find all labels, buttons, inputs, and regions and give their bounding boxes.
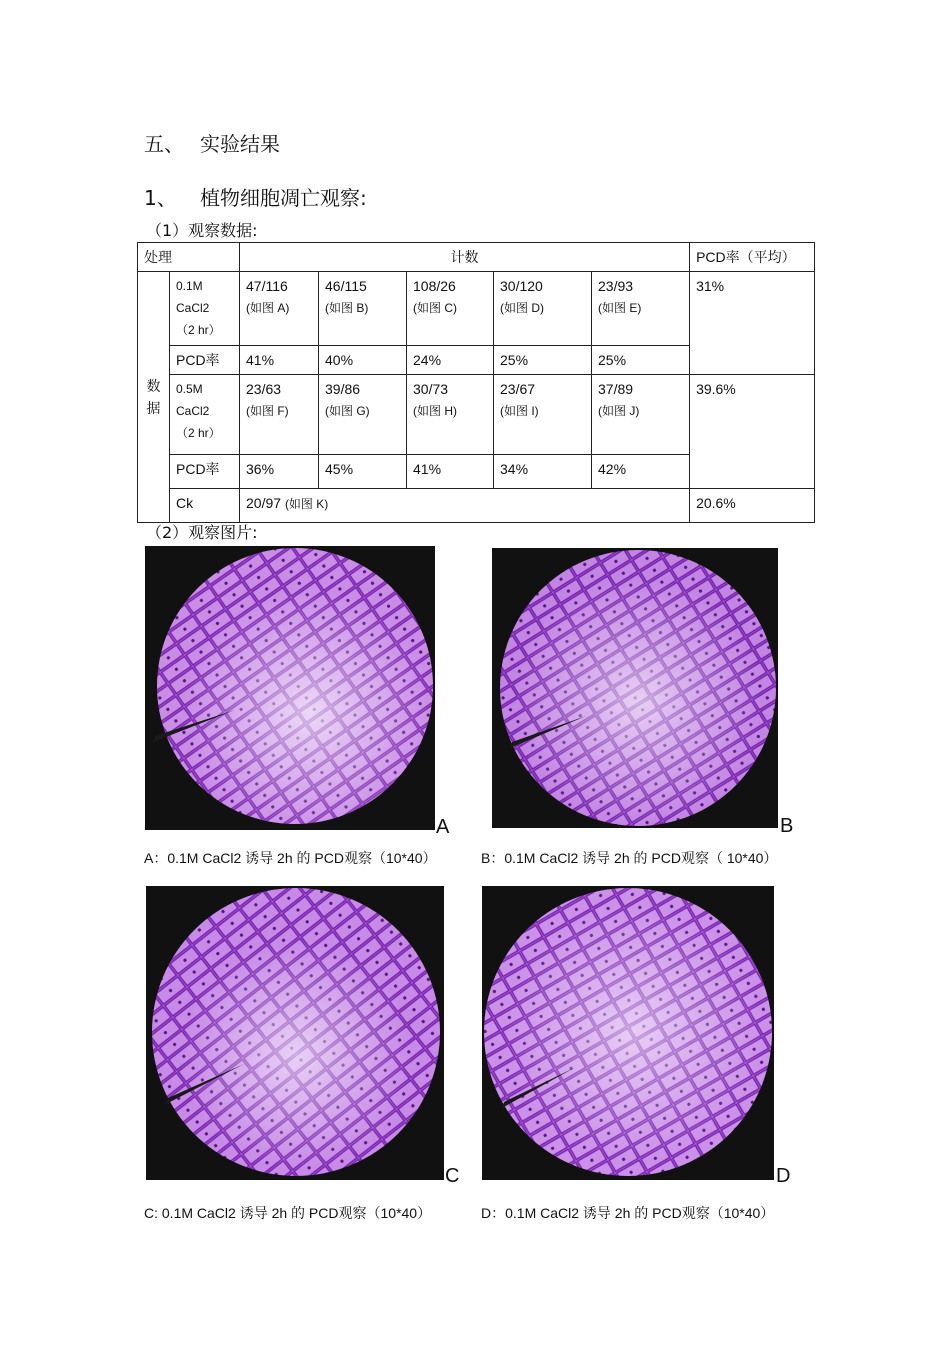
figure-ref: (如图 A)	[246, 301, 290, 315]
pcd-value: 41%	[407, 455, 494, 489]
pcd-value: 41%	[240, 346, 319, 375]
table-header-row	[138, 243, 815, 272]
count-value: 30/73	[413, 381, 449, 397]
pcd-value: 24%	[407, 346, 494, 375]
count-cell	[592, 375, 690, 455]
group-name-line: 0.5M	[176, 382, 203, 396]
pcd-value: 42%	[592, 455, 690, 489]
side-label-1: 数	[146, 378, 161, 394]
group-name-line: CaCl2	[176, 301, 210, 315]
count-cell	[494, 272, 592, 346]
section-number: 五、	[144, 132, 184, 156]
count-cell	[240, 272, 319, 346]
figure-ref: (如图 G)	[325, 404, 370, 418]
observation-data-label: （1）观察数据:	[146, 221, 258, 240]
figure-caption: B：0.1M CaCl2 诱导 2h 的 PCD观察（ 10*40）	[481, 850, 778, 866]
pcd-label: PCD率	[170, 455, 240, 489]
micrograph-c	[146, 886, 444, 1180]
figure-ref: (如图 C)	[413, 301, 457, 315]
count-cell	[407, 375, 494, 455]
header-rate: PCD率（平均）	[690, 243, 815, 272]
count-value: 37/89	[598, 381, 634, 397]
micrograph-b	[492, 548, 778, 828]
count-cell	[319, 272, 407, 346]
section-title: 实验结果	[200, 132, 280, 156]
count-value: 108/26	[413, 278, 456, 294]
pcd-label: PCD率	[170, 346, 240, 375]
count-value: 30/120	[500, 278, 543, 294]
figure-ref: (如图 B)	[325, 301, 369, 315]
figure-letter: B	[780, 815, 794, 837]
group-name-line: 0.1M	[176, 279, 203, 293]
group-name-cell	[170, 375, 240, 455]
micrograph-a	[145, 546, 435, 830]
pcd-value: 34%	[494, 455, 592, 489]
micrograph-d-image	[482, 886, 774, 1180]
table-row	[138, 375, 815, 455]
subsection-title: 植物细胞凋亡观察:	[200, 186, 367, 210]
figure-ref: (如图 H)	[413, 404, 457, 418]
observation-images-label: （2）观察图片:	[146, 523, 258, 542]
ck-count-cell	[240, 489, 690, 523]
ck-avg: 20.6%	[690, 489, 815, 523]
count-value: 39/86	[325, 381, 361, 397]
avg-cell: 39.6%	[690, 375, 815, 489]
figure-ref: (如图 J)	[598, 404, 640, 418]
count-cell	[592, 272, 690, 346]
micrograph-b-image	[492, 548, 778, 828]
count-value: 46/115	[325, 278, 367, 294]
figure-letter: C	[445, 1165, 460, 1187]
pcd-value: 45%	[319, 455, 407, 489]
ck-count: 20/97	[246, 495, 282, 511]
micrograph-c-image	[146, 886, 444, 1180]
table-row	[138, 272, 815, 346]
count-cell	[240, 375, 319, 455]
count-cell	[407, 272, 494, 346]
micrograph-a-image	[145, 546, 435, 830]
count-value: 23/67	[500, 381, 536, 397]
avg-cell: 31%	[690, 272, 815, 375]
group-name-line: （2 hr）	[176, 323, 221, 337]
micrograph-d	[482, 886, 774, 1180]
pcd-value: 25%	[592, 346, 690, 375]
count-value: 23/63	[246, 381, 282, 397]
header-treatment: 处理	[138, 243, 240, 272]
header-count: 计数	[240, 243, 690, 272]
group-name-line: （2 hr）	[176, 426, 221, 440]
side-label-cell	[138, 272, 170, 523]
figure-ref: (如图 F)	[246, 404, 289, 418]
pcd-value: 25%	[494, 346, 592, 375]
table-row	[138, 489, 815, 523]
subsection-heading	[144, 182, 367, 211]
ck-ref: (如图 K)	[284, 497, 329, 511]
figure-caption: D：0.1M CaCl2 诱导 2h 的 PCD观察（10*40）	[481, 1205, 775, 1221]
subsection-number: 1、	[144, 186, 177, 210]
figure-caption: A：0.1M CaCl2 诱导 2h 的 PCD观察（10*40）	[144, 850, 437, 866]
pcd-data-table	[137, 242, 815, 523]
figure-letter: D	[776, 1165, 791, 1187]
side-label-2: 据	[146, 400, 161, 416]
group-name-cell	[170, 272, 240, 346]
count-value: 23/93	[598, 278, 634, 294]
ck-label: Ck	[170, 489, 240, 523]
figure-letter: A	[436, 816, 450, 838]
pcd-value: 40%	[319, 346, 407, 375]
figure-ref: (如图 D)	[500, 301, 544, 315]
count-cell	[494, 375, 592, 455]
count-value: 47/116	[246, 278, 288, 294]
pcd-value: 36%	[240, 455, 319, 489]
figure-ref: (如图 E)	[598, 301, 642, 315]
group-name-line: CaCl2	[176, 404, 210, 418]
figure-caption: C: 0.1M CaCl2 诱导 2h 的 PCD观察（10*40）	[144, 1205, 432, 1221]
section-heading	[144, 128, 280, 157]
count-cell	[319, 375, 407, 455]
figure-ref: (如图 I)	[500, 404, 539, 418]
